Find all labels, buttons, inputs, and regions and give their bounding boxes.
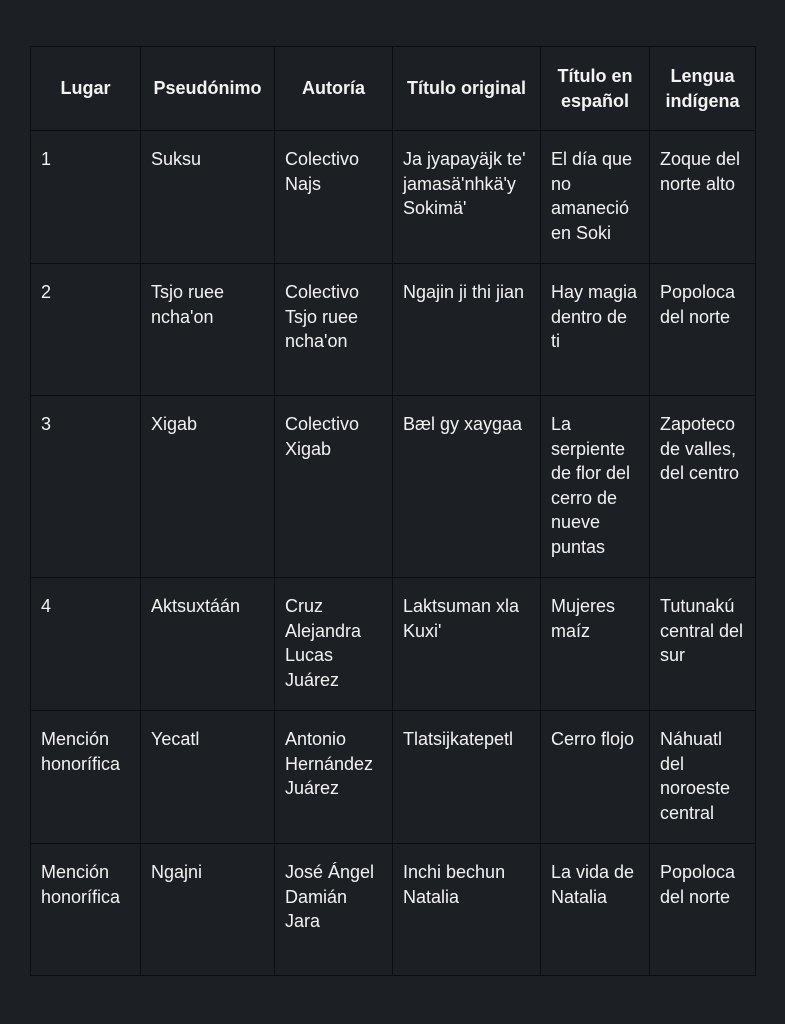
header-autoria: Autoría [275, 47, 393, 131]
header-lugar: Lugar [31, 47, 141, 131]
cell-autoria: José Ángel Damián Jara [275, 844, 393, 976]
cell-lugar: 1 [31, 131, 141, 264]
cell-lengua-indigena: Zapoteco de valles, del centro [650, 396, 756, 578]
table-row [31, 396, 756, 578]
cell-lugar: 2 [31, 264, 141, 396]
cell-titulo-espanol: El día que no amaneció en Soki [541, 131, 650, 264]
table-row [31, 264, 756, 396]
cell-titulo-espanol: La vida de Natalia [541, 844, 650, 976]
cell-titulo-espanol: La serpiente de flor del cerro de nueve puntas [541, 396, 650, 578]
cell-titulo-original: Bæl gy xaygaa [393, 396, 541, 578]
cell-lugar: Mención honorífica [31, 711, 141, 844]
cell-pseudonimo: Yecatl [141, 711, 275, 844]
cell-autoria: Colectivo Tsjo ruee ncha'on [275, 264, 393, 396]
cell-pseudonimo: Xigab [141, 396, 275, 578]
table-header-row [31, 47, 756, 131]
cell-titulo-espanol: Hay magia dentro de ti [541, 264, 650, 396]
cell-pseudonimo: Suksu [141, 131, 275, 264]
cell-titulo-original: Inchi bechun Natalia [393, 844, 541, 976]
header-pseudonimo: Pseudónimo [141, 47, 275, 131]
table-row [31, 711, 756, 844]
cell-autoria: Antonio Hernández Juárez [275, 711, 393, 844]
table-row [31, 131, 756, 264]
cell-titulo-original: Ngajin ji thi jian [393, 264, 541, 396]
cell-lengua-indigena: Zoque del norte alto [650, 131, 756, 264]
cell-lengua-indigena: Popoloca del norte [650, 844, 756, 976]
cell-lengua-indigena: Tutunakú central del sur [650, 578, 756, 711]
cell-lugar: Mención honorífica [31, 844, 141, 976]
cell-titulo-original: Laktsuman xla Kuxi' [393, 578, 541, 711]
cell-autoria: Cruz Alejandra Lucas Juárez [275, 578, 393, 711]
table-row [31, 844, 756, 976]
cell-lengua-indigena: Popoloca del norte [650, 264, 756, 396]
cell-titulo-original: Ja jyapayäjk te' jamasä'nhkä'y Sokimä' [393, 131, 541, 264]
cell-lugar: 4 [31, 578, 141, 711]
header-titulo-original: Título original [393, 47, 541, 131]
cell-pseudonimo: Ngajni [141, 844, 275, 976]
cell-titulo-espanol: Mujeres maíz [541, 578, 650, 711]
header-titulo-espanol: Título en español [541, 47, 650, 131]
cell-lugar: 3 [31, 396, 141, 578]
header-lengua-indigena: Lengua indígena [650, 47, 756, 131]
cell-autoria: Colectivo Xigab [275, 396, 393, 578]
cell-titulo-espanol: Cerro flojo [541, 711, 650, 844]
cell-pseudonimo: Aktsuxtáán [141, 578, 275, 711]
cell-lengua-indigena: Náhuatl del noroeste central [650, 711, 756, 844]
cell-pseudonimo: Tsjo ruee ncha'on [141, 264, 275, 396]
table-row [31, 578, 756, 711]
results-table [30, 46, 756, 976]
results-table-container [30, 46, 756, 976]
cell-titulo-original: Tlatsijkatepetl [393, 711, 541, 844]
cell-autoria: Colectivo Najs [275, 131, 393, 264]
